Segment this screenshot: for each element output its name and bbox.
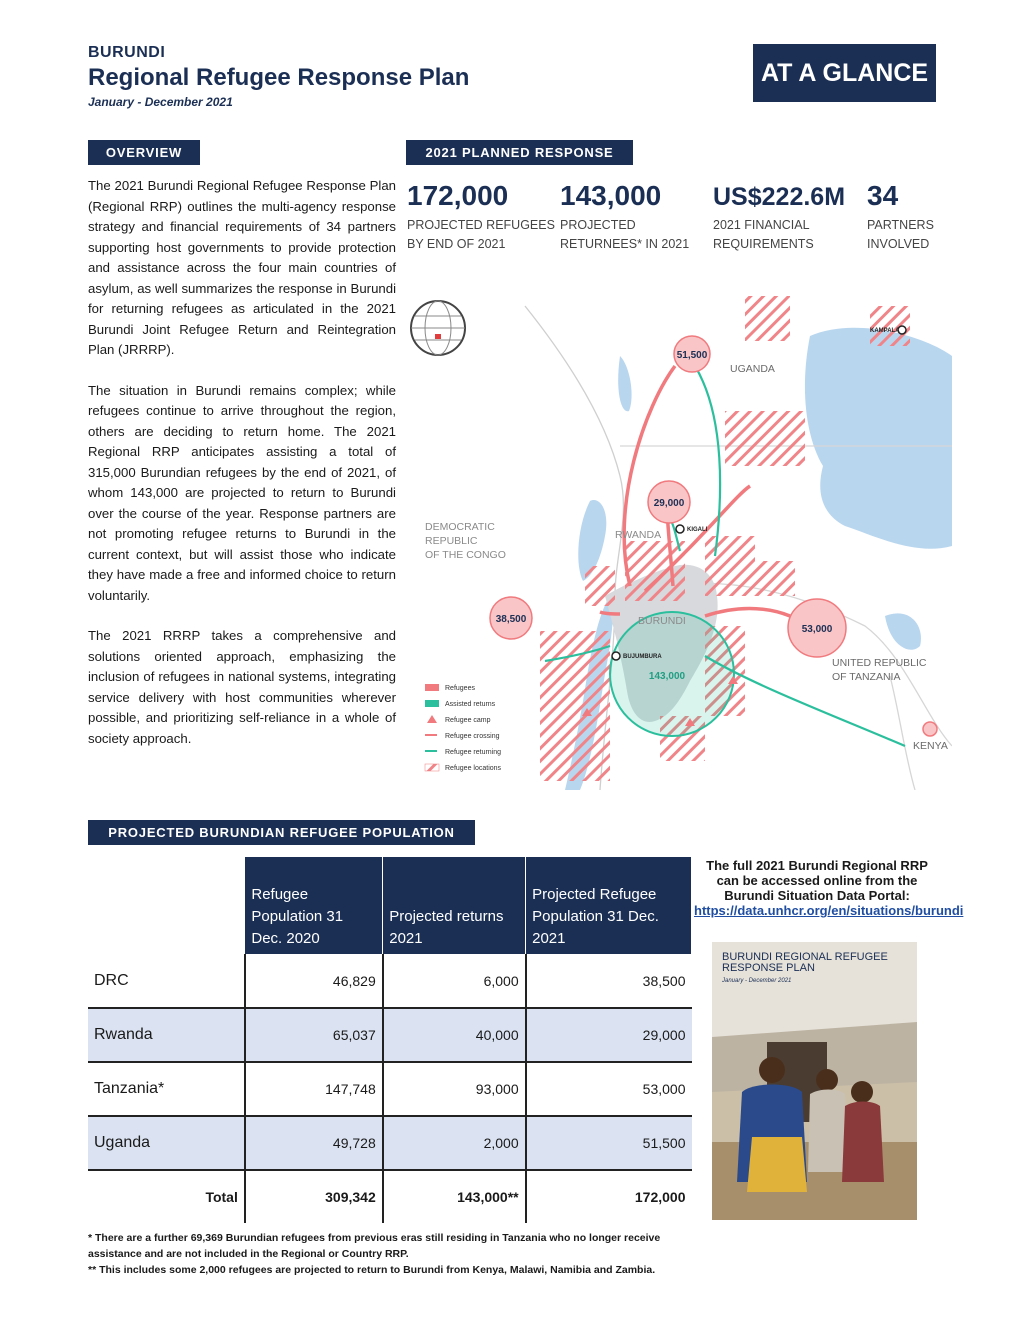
total-value: 143,000** <box>383 1170 526 1224</box>
table-row <box>88 1116 692 1170</box>
stat-value: 34 <box>867 180 899 211</box>
legend-refugee-locations: Refugee locations <box>445 765 502 772</box>
at-a-glance-badge: AT A GLANCE <box>753 44 936 102</box>
portal-text: The full 2021 Burundi Regional RRP can be accessed online from the Burundi Situation Data Portal: <box>706 858 928 903</box>
stat-label: 2021 FINANCIAL REQUIREMENTS <box>713 218 814 251</box>
table-row <box>88 955 692 1009</box>
total-value: 172,000 <box>526 1170 692 1224</box>
value-cell: 46,829 <box>245 955 383 1009</box>
label-kenya: KENYA <box>913 740 948 752</box>
label-uganda: UGANDA <box>730 363 775 375</box>
total-label: Total <box>88 1170 245 1224</box>
table-row <box>88 1062 692 1116</box>
label-tanzania: UNITED REPUBLIC OF TANZANIA <box>832 657 927 683</box>
label-bujumbura: BUJUMBURA <box>623 654 662 660</box>
value-cell: 51,500 <box>526 1116 692 1170</box>
label-kigali: KIGALI <box>687 527 708 533</box>
stat-projected-returnees <box>560 180 705 254</box>
bubble-drc: 38,500 <box>495 614 527 625</box>
value-cell: 93,000 <box>383 1062 526 1116</box>
bubble-rwanda: 29,000 <box>653 498 685 509</box>
value-cell: 147,748 <box>245 1062 383 1116</box>
date-range: January - December 2021 <box>88 95 233 109</box>
country-cell: DRC <box>88 955 245 1009</box>
total-value: 309,342 <box>245 1170 383 1224</box>
label-rwanda: RWANDA <box>615 529 662 541</box>
table-total-row <box>88 1170 692 1224</box>
population-table <box>88 856 692 1225</box>
label-burundi: BURUNDI <box>638 615 686 627</box>
column-header: Projected Refugee Population 31 Dec. 2021 <box>526 857 692 955</box>
bubble-uganda: 51,500 <box>676 350 708 361</box>
label-drc: DEMOCRATIC REPUBLIC OF THE CONGO <box>425 521 506 561</box>
country-label: BURUNDI <box>88 44 166 61</box>
overview-paragraph-3: The 2021 RRRP takes a comprehensive and solutions oriented approach, emphasizing the inclusion of refugees in national systems, integrating service delivery with host communities wherever possible, and prioritizing self-reliance in a whole of society approach. <box>88 628 396 746</box>
stat-value: 172,000 <box>407 180 509 211</box>
country-cell: Rwanda <box>88 1008 245 1062</box>
overview-body <box>88 176 396 769</box>
legend-refugee-crossing: Refugee crossing <box>445 733 500 740</box>
footnotes <box>88 1230 708 1278</box>
country-cell: Uganda <box>88 1116 245 1170</box>
footnote-1: * There are a further 69,369 Burundian refugees from previous eras still residing in Tanzania who no longer receive assistance and are not included in the Regional or Country RRP. <box>88 1232 661 1260</box>
label-kampala: KAMPALA <box>870 328 900 334</box>
portal-link[interactable]: https://data.unhcr.org/en/situations/burundi <box>694 903 964 918</box>
column-header: Refugee Population 31 Dec. 2020 <box>245 857 383 955</box>
stat-value: US$222.6M <box>713 183 846 211</box>
value-cell: 38,500 <box>526 955 692 1009</box>
cover-title: BURUNDI REGIONAL REFUGEE RESPONSE PLAN <box>722 951 888 974</box>
table-row <box>88 1008 692 1062</box>
value-cell: 40,000 <box>383 1008 526 1062</box>
legend-refugees: Refugees <box>445 685 475 692</box>
stat-label: PARTNERS INVOLVED <box>867 218 934 251</box>
legend-assisted-returns: Assisted returns <box>445 701 496 708</box>
value-cell: 2,000 <box>383 1116 526 1170</box>
report-cover-image <box>712 942 917 1220</box>
bubble-burundi: 143,000 <box>648 671 686 682</box>
value-cell: 49,728 <box>245 1116 383 1170</box>
value-cell: 6,000 <box>383 955 526 1009</box>
stat-label: PROJECTED REFUGEES BY END OF 2021 <box>407 218 555 251</box>
legend-refugee-camp: Refugee camp <box>445 717 491 724</box>
overview-heading: OVERVIEW <box>88 140 200 165</box>
population-heading: PROJECTED BURUNDIAN REFUGEE POPULATION <box>88 820 475 845</box>
regional-map <box>405 296 952 790</box>
planned-response-heading: 2021 PLANNED RESPONSE <box>406 140 633 165</box>
overview-paragraph-1: The 2021 Burundi Regional Refugee Response Plan (Regional RRP) outlines the multi-agency response strategy and financial requirements of 34 partners supporting host governments to provide protection and assistance across the four main countries of asylum, as well summarizes the response in Burundi for returning refugees as articulated in the 2021 Burundi Joint Refugee Return and Reintegration Plan (JRRRP). <box>88 178 396 357</box>
value-cell: 65,037 <box>245 1008 383 1062</box>
table-corner <box>88 857 245 955</box>
cover-subtitle: January - December 2021 <box>722 978 792 984</box>
overview-paragraph-2: The situation in Burundi remains complex; while refugees continue to arrive throughout the region, others are deciding to return home. The 2021 Regional RRP anticipates assisting a total of 315,000 Burundian refugees by the end of 2021, of whom 143,000 are projected to return to Burundi over the course of the year. Response partners are not promoting refugee returns to Burundi in the current context, but will assist those who indicate they have made a free and informed choice to return voluntarily. <box>88 382 396 603</box>
legend-refugee-returning: Refugee returning <box>445 749 502 756</box>
stat-financial-requirements <box>713 180 863 254</box>
stat-value: 143,000 <box>560 180 662 211</box>
page-title: Regional Refugee Response Plan <box>88 64 470 91</box>
portal-info <box>694 858 964 918</box>
country-cell: Tanzania* <box>88 1062 245 1116</box>
stat-projected-refugees <box>407 180 555 254</box>
column-header: Projected returns 2021 <box>383 857 526 955</box>
stat-partners <box>867 180 947 254</box>
stat-label: PROJECTED RETURNEES* IN 2021 <box>560 218 690 251</box>
footnote-2: ** This includes some 2,000 refugees are projected to return to Burundi from Kenya, Malawi, Namibia and Zambia. <box>88 1264 656 1276</box>
value-cell: 29,000 <box>526 1008 692 1062</box>
bubble-tanzania: 53,000 <box>801 624 833 635</box>
value-cell: 53,000 <box>526 1062 692 1116</box>
